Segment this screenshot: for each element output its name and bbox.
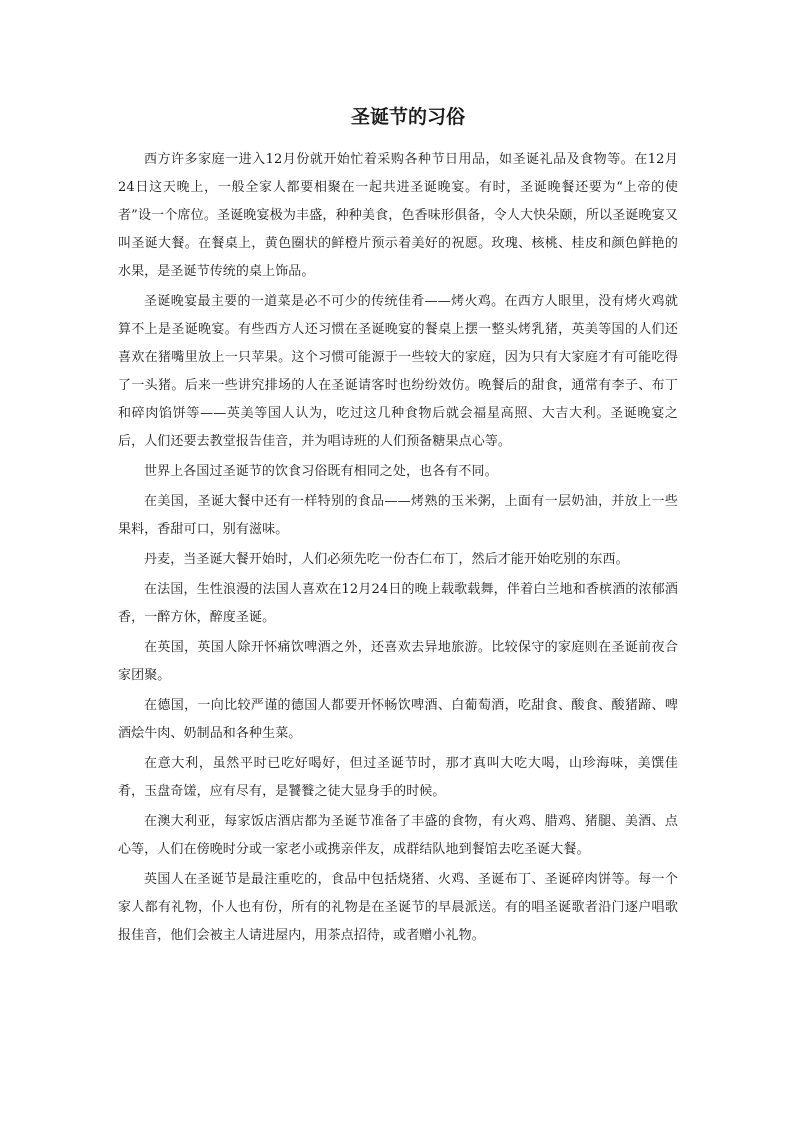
paragraph-9: 在意大利，虽然平时已吃好喝好，但过圣诞节时，那才真叫大吃大喝，山珍海味，美馔佳肴，玉盘奇馐，应有尽有，是饕餮之徒大显身手的时候。: [118, 756, 678, 799]
paragraph-8: 在德国，一向比较严谨的德国人都要开怀畅饮啤酒、白葡萄酒，吃甜食、酸食、酸猪蹄、啤酒烩牛肉、奶制品和各种生菜。: [118, 698, 678, 741]
document-page: [118, 98, 678, 952]
paragraph-10: 在澳大利亚，每家饭店酒店都为圣诞节准备了丰盛的食物，有火鸡、腊鸡、猪腿、美酒、点心等，人们在傍晚时分或一家老小或携亲伴友，成群结队地到餐馆去吃圣诞大餐。: [118, 814, 678, 857]
paragraph-7: 在英国，英国人除开怀痛饮啤酒之外，还喜欢去异地旅游。比较保守的家庭则在圣诞前夜合家团聚。: [118, 640, 678, 683]
paragraph-6: 在法国，生性浪漫的法国人喜欢在12月24日的晚上载歌载舞，伴着白兰地和香槟酒的浓郁酒香，一醉方休，醉度圣诞。: [118, 582, 678, 625]
paragraph-11: 英国人在圣诞节是最注重吃的，食品中包括烧猪、火鸡、圣诞布丁、圣诞碎肉饼等。每一个家人都有礼物，仆人也有份，所有的礼物是在圣诞节的早晨派送。有的唱圣诞歌者沿门逐户唱歌报佳音，他们会被主人请进屋内，用茶点招待，或者赠小礼物。: [118, 872, 678, 943]
paragraph-4: 在美国，圣诞大餐中还有一样特别的食品——烤熟的玉米粥，上面有一层奶油，并放上一些果料，香甜可口，别有滋味。: [118, 494, 678, 537]
paragraph-3: 世界上各国过圣诞节的饮食习俗既有相同之处，也各有不同。: [144, 464, 498, 479]
paragraph-1: 西方许多家庭一进入12月份就开始忙着采购各种节日用品，如圣诞礼品及食物等。在12月24日这天晚上，一般全家人都要相聚在一起共进圣诞晚宴。有时，圣诞晚餐还要为“上帝的使者”设一个席位。圣诞晚宴极为丰盛，种种美食，色香味形俱备，令人大快朵颐，所以圣诞晚宴又叫圣诞大餐。在餐桌上，黄色圈状的鲜橙片预示着美好的祝愿。玫瑰、核桃、桂皮和颜色鲜艳的水果，是圣诞节传统的桌上饰品。: [118, 152, 678, 279]
paragraph-2: 圣诞晚宴最主要的一道菜是必不可少的传统佳肴——烤火鸡。在西方人眼里，没有烤火鸡就算不上是圣诞晚宴。有些西方人还习惯在圣诞晚宴的餐桌上摆一整头烤乳猪，英美等国的人们还喜欢在猪嘴里放上一只苹果。这个习惯可能源于一些较大的家庭，因为只有大家庭才有可能吃得了一头猪。后来一些讲究排场的人在圣诞请客时也纷纷效仿。晚餐后的甜食，通常有李子、布丁和碎肉馅饼等——英美等国人认为，吃过这几种食物后就会福星高照、大吉大利。圣诞晚宴之后，人们还要去教堂报告佳音，并为唱诗班的人们预备糖果点心等。: [118, 294, 678, 449]
document-title: 圣诞节的习俗: [350, 106, 465, 128]
paragraph-5: 丹麦，当圣诞大餐开始时，人们必须先吃一份杏仁布丁，然后才能开始吃别的东西。: [144, 552, 629, 567]
